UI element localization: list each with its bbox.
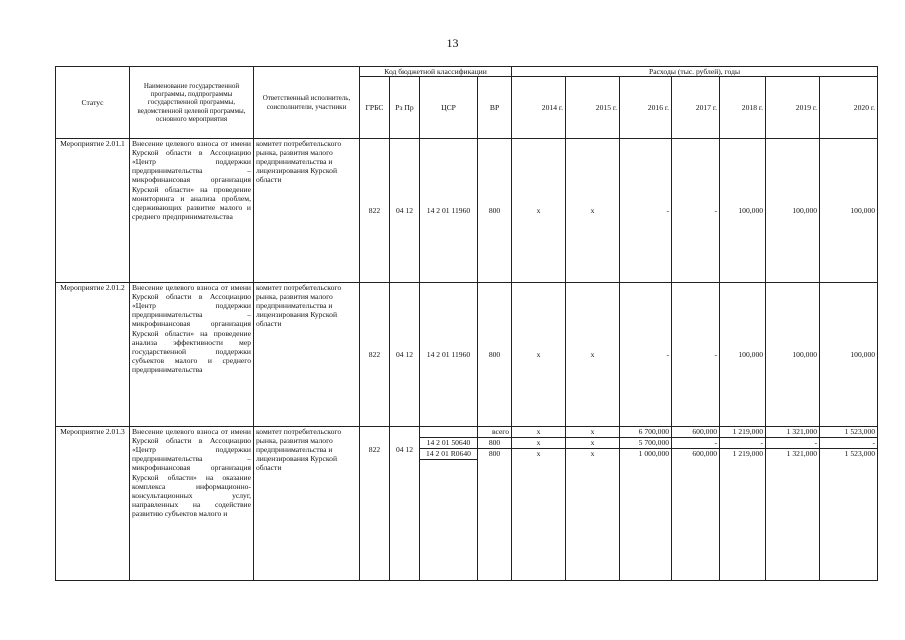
subrow-2018-cell — [720, 427, 766, 581]
row-rzpr: 04 12 — [390, 139, 420, 283]
header-csr: ЦСР — [420, 77, 478, 139]
table-row — [56, 427, 878, 581]
subrow-csr: 14 2 01 R0640 — [420, 449, 477, 460]
row-vr: 800 — [478, 283, 512, 427]
budget-table — [55, 66, 878, 581]
subrow-2019-cell — [766, 427, 820, 581]
row-name: Внесение целевого взноса от имени Курской области в Ассоциацию «Центр поддержки предпринимательства – микрофинансовая организация Курской области» на оказание комплекса информационно-консультационных услуг, направленных на содействие развитию субъектов малого и — [130, 427, 254, 581]
subrow-value-2020: 1 523,000 — [844, 427, 876, 437]
subrow-value-2018: 1 219,000 — [720, 449, 765, 460]
row-responsible: комитет потребительского рынка, развития малого предпринимательства и лицензирования Курской области — [254, 427, 360, 581]
header-year-2014: 2014 г. — [512, 77, 566, 139]
subrow-value-2015: x — [566, 438, 619, 449]
subrow-value-2014: x — [512, 449, 565, 460]
header-year-2018: 2018 г. — [720, 77, 766, 139]
subrow-value-2019: 1 321,000 — [786, 427, 818, 437]
row-value-2018: 100,000 — [720, 283, 766, 427]
row-value-2016: - — [620, 283, 672, 427]
row-grbs: 822 — [360, 283, 390, 427]
row-value-2019: 100,000 — [766, 139, 820, 283]
row-value-2015: x — [566, 283, 620, 427]
header-responsible: Ответственный исполнитель, соисполнители, участники — [254, 67, 360, 139]
row-responsible: комитет потребительского рынка, развития малого предпринимательства и лицензирования Курской области — [254, 283, 360, 427]
page-number: 13 — [446, 36, 459, 50]
subrow-vr: 800 — [478, 438, 511, 449]
subrow-vr: всего — [491, 427, 510, 437]
row-value-2014: x — [512, 283, 566, 427]
subrow-2020-cell — [820, 427, 878, 581]
subrow-value-2020: 1 523,000 — [820, 449, 877, 460]
row-name: Внесение целевого взноса от имени Курской области в Ассоциацию «Центр поддержки предпринимательства – микрофинансовая организация Курской области» на проведение мониторинга и анализа проблем, сдерживающих развитие малого и среднего предпринимательства — [130, 139, 254, 283]
subrow-2016-cell — [620, 427, 672, 581]
subrow-value-2016: 5 700,000 — [620, 438, 671, 449]
subrow-value-2017: 600,000 — [692, 427, 718, 437]
subrow-value-2015: x — [566, 449, 619, 460]
subrow-value-2018: - — [720, 438, 765, 449]
subrow-vr: 800 — [478, 449, 511, 460]
header-year-2020: 2020 г. — [820, 77, 878, 139]
subrow-value-2016: 6 700,000 — [638, 427, 670, 437]
row-value-2019: 100,000 — [766, 283, 820, 427]
header-year-2015: 2015 г. — [566, 77, 620, 139]
row-vr: 800 — [478, 139, 512, 283]
subrow-2014-cell — [512, 427, 566, 581]
header-grbs: ГРБС — [360, 77, 390, 139]
subrow-2017-cell — [672, 427, 720, 581]
row-value-2015: x — [566, 139, 620, 283]
row-value-2020: 100,000 — [820, 139, 878, 283]
header-name: Наименование государственной программы, подпрограммы государственной программы, ведомственной целевой программы, основного мероприятия — [130, 67, 254, 139]
subrow-value-2015: x — [590, 427, 595, 437]
row-value-2020: 100,000 — [820, 283, 878, 427]
header-rzpr: Рз Пр — [390, 77, 420, 139]
subrow-value-2020: - — [820, 438, 877, 449]
row-csr: 14 2 01 11960 — [420, 139, 478, 283]
subrow-value-2017: 600,000 — [672, 449, 719, 460]
row-status: Мероприятие 2.01.2 — [56, 283, 130, 427]
row-status: Мероприятие 2.01.3 — [56, 427, 130, 581]
row-name: Внесение целевого взноса от имени Курской области в Ассоциацию «Центр поддержки предпринимательства – микрофинансовая организация Курской области» на проведение анализа эффективности мер государственной поддержки субъектов малого и среднего предпринимательства — [130, 283, 254, 427]
row-grbs: 822 — [360, 139, 390, 283]
subrow-csr: 14 2 01 50640 — [420, 438, 477, 449]
table-row — [56, 139, 878, 283]
subrow-2015-cell — [566, 427, 620, 581]
subrow-csr — [420, 427, 477, 438]
row-value-2018: 100,000 — [720, 139, 766, 283]
header-year-2017: 2017 г. — [672, 77, 720, 139]
subrow-csr-cell — [420, 427, 478, 581]
row-status: Мероприятие 2.01.1 — [56, 139, 130, 283]
header-kbk-group: Код бюджетной классификации — [360, 67, 512, 77]
subrow-value-2018: 1 219,000 — [732, 427, 764, 437]
header-year-2019: 2019 г. — [766, 77, 820, 139]
header-year-2016: 2016 г. — [620, 77, 672, 139]
subrow-value-2019: 1 321,000 — [766, 449, 819, 460]
subrow-value-2017: - — [672, 438, 719, 449]
subrow-value-2016: 1 000,000 — [620, 449, 671, 460]
subrow-value-2014: x — [536, 427, 541, 437]
row-grbs: 822 — [360, 427, 390, 581]
subrow-vr-cell — [478, 427, 512, 581]
row-rzpr: 04 12 — [390, 283, 420, 427]
subrow-value-2014: x — [512, 438, 565, 449]
table-row — [56, 283, 878, 427]
header-status: Статус — [56, 67, 130, 139]
row-value-2016: - — [620, 139, 672, 283]
header-vr: ВР — [478, 77, 512, 139]
row-rzpr: 04 12 — [390, 427, 420, 581]
row-value-2014: x — [512, 139, 566, 283]
row-csr: 14 2 01 11960 — [420, 283, 478, 427]
row-value-2017: - — [672, 139, 720, 283]
subrow-value-2019: - — [766, 438, 819, 449]
header-expenses-group: Расходы (тыс. рублей), годы — [512, 67, 878, 77]
row-responsible: комитет потребительского рынка, развития малого предпринимательства и лицензирования Курской области — [254, 139, 360, 283]
row-value-2017: - — [672, 283, 720, 427]
